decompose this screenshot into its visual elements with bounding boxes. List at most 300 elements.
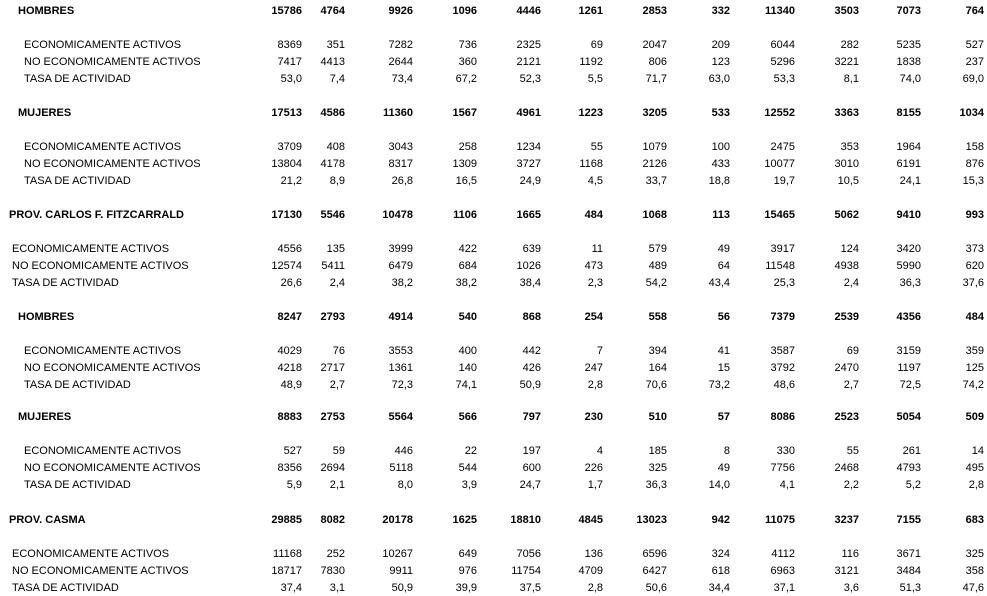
- table-cell: 2,1: [329, 479, 345, 491]
- table-cell: 14: [971, 445, 984, 457]
- table-cell: 600: [522, 462, 541, 474]
- table-row: [0, 309, 987, 325]
- table-cell: 9911: [389, 565, 413, 577]
- table-cell: 6963: [770, 565, 795, 577]
- table-cell: 736: [458, 39, 477, 51]
- table-cell: 33,7: [645, 175, 667, 187]
- table-cell: 7056: [516, 548, 541, 560]
- table-cell: 3121: [834, 565, 859, 577]
- table-cell: 22: [464, 445, 477, 457]
- table-cell: 1096: [452, 5, 477, 17]
- table-cell: 2,4: [843, 277, 859, 289]
- row-label: NO ECONOMICAMENTE ACTIVOS: [12, 260, 189, 272]
- table-cell: 54,2: [645, 277, 667, 289]
- table-cell: 72,5: [899, 379, 921, 391]
- table-cell: 8247: [277, 311, 302, 323]
- table-cell: 2793: [320, 311, 345, 323]
- table-cell: 8: [723, 445, 730, 457]
- table-cell: 442: [522, 345, 541, 357]
- table-cell: 16,5: [455, 175, 477, 187]
- table-cell: 484: [584, 209, 603, 221]
- table-cell: 252: [326, 548, 345, 560]
- table-cell: 56: [717, 311, 730, 323]
- row-label: ECONOMICAMENTE ACTIVOS: [24, 345, 182, 357]
- table-cell: 226: [584, 462, 603, 474]
- table-cell: 69,0: [962, 73, 984, 85]
- table-cell: 2717: [320, 362, 345, 374]
- table-cell: 230: [584, 411, 603, 423]
- table-cell: 197: [522, 445, 541, 457]
- table-cell: 123: [711, 56, 730, 68]
- table-cell: 2,4: [329, 277, 345, 289]
- table-cell: 3010: [834, 158, 859, 170]
- table-cell: 67,2: [455, 73, 477, 85]
- table-row: [0, 563, 987, 579]
- table-cell: 49: [717, 462, 730, 474]
- row-label: TASA DE ACTIVIDAD: [24, 379, 131, 391]
- row-label: NO ECONOMICAMENTE ACTIVOS: [24, 158, 201, 170]
- table-cell: 5,9: [286, 479, 302, 491]
- table-cell: 11075: [765, 514, 795, 526]
- table-cell: 9410: [896, 209, 921, 221]
- table-cell: 8,1: [843, 73, 859, 85]
- table-cell: 446: [394, 445, 413, 457]
- table-cell: 254: [584, 311, 603, 323]
- table-cell: 4556: [277, 243, 302, 255]
- table-row: [0, 3, 987, 19]
- table-cell: 408: [326, 141, 345, 153]
- table-cell: 7282: [388, 39, 413, 51]
- table-cell: 976: [458, 565, 477, 577]
- row-label: ECONOMICAMENTE ACTIVOS: [12, 548, 170, 560]
- table-cell: 7379: [770, 311, 795, 323]
- table-cell: 38,4: [519, 277, 541, 289]
- table-cell: 1068: [642, 209, 667, 221]
- table-cell: 566: [458, 411, 477, 423]
- table-cell: 10,5: [837, 175, 859, 187]
- table-cell: 247: [584, 362, 603, 374]
- table-cell: 1261: [578, 5, 603, 17]
- table-row: [0, 105, 987, 121]
- table-cell: 3205: [642, 107, 667, 119]
- table-cell: 57: [717, 411, 730, 423]
- row-label: TASA DE ACTIVIDAD: [12, 582, 119, 594]
- table-cell: 2753: [320, 411, 345, 423]
- table-cell: 70,6: [645, 379, 667, 391]
- table-cell: 52,3: [519, 73, 541, 85]
- table-cell: 473: [584, 260, 603, 272]
- table-cell: 34,4: [708, 582, 730, 594]
- table-cell: 12552: [764, 107, 795, 119]
- table-cell: 1223: [578, 107, 603, 119]
- table-cell: 6596: [642, 548, 667, 560]
- table-cell: 50,6: [645, 582, 667, 594]
- table-cell: 15786: [271, 5, 302, 17]
- table-cell: 942: [711, 514, 730, 526]
- table-cell: 7756: [770, 462, 795, 474]
- table-cell: 1234: [516, 141, 541, 153]
- table-row: [0, 37, 987, 53]
- table-cell: 1625: [452, 514, 477, 526]
- table-cell: 7,4: [329, 73, 345, 85]
- row-label: TASA DE ACTIVIDAD: [24, 73, 131, 85]
- table-cell: 100: [711, 141, 730, 153]
- table-cell: 4413: [320, 56, 345, 68]
- table-cell: 18810: [510, 514, 541, 526]
- table-cell: 13804: [271, 158, 302, 170]
- table-cell: 509: [965, 411, 984, 423]
- table-cell: 13023: [636, 514, 667, 526]
- row-label: NO ECONOMICAMENTE ACTIVOS: [24, 462, 201, 474]
- table-cell: 69: [590, 39, 603, 51]
- row-label: ECONOMICAMENTE ACTIVOS: [24, 39, 182, 51]
- row-label: NO ECONOMICAMENTE ACTIVOS: [24, 362, 201, 374]
- table-cell: 5990: [896, 260, 921, 272]
- table-cell: 8,0: [397, 479, 413, 491]
- table-cell: 5235: [896, 39, 921, 51]
- table-cell: 400: [458, 345, 477, 357]
- table-cell: 544: [458, 462, 477, 474]
- table-cell: 2539: [834, 311, 859, 323]
- table-cell: 17513: [271, 107, 302, 119]
- table-cell: 8883: [277, 411, 302, 423]
- table-cell: 73,4: [391, 73, 413, 85]
- table-cell: 15,3: [962, 175, 984, 187]
- table-cell: 332: [711, 5, 730, 17]
- table-cell: 2470: [834, 362, 859, 374]
- table-row: [0, 477, 987, 493]
- table-cell: 282: [840, 39, 859, 51]
- table-cell: 649: [458, 548, 477, 560]
- table-cell: 2,7: [329, 379, 345, 391]
- table-cell: 11360: [383, 107, 413, 119]
- row-label: ECONOMICAMENTE ACTIVOS: [12, 243, 170, 255]
- table-cell: 11754: [511, 565, 541, 577]
- row-label: MUJERES: [18, 411, 72, 423]
- row-label: ECONOMICAMENTE ACTIVOS: [24, 141, 182, 153]
- table-cell: 4,5: [587, 175, 603, 187]
- table-row: [0, 275, 987, 291]
- table-cell: 3363: [834, 107, 859, 119]
- table-cell: 3709: [277, 141, 302, 153]
- table-cell: 353: [840, 141, 859, 153]
- table-cell: 24,9: [519, 175, 541, 187]
- table-cell: 2047: [642, 39, 667, 51]
- table-cell: 489: [648, 260, 667, 272]
- table-cell: 426: [522, 362, 541, 374]
- table-cell: 1,7: [587, 479, 603, 491]
- table-cell: 7830: [320, 565, 345, 577]
- row-label: TASA DE ACTIVIDAD: [24, 175, 131, 187]
- table-row: [0, 377, 987, 393]
- table-cell: 10478: [382, 209, 413, 221]
- table-cell: 6427: [642, 565, 667, 577]
- table-cell: 71,7: [645, 73, 667, 85]
- table-cell: 48,6: [773, 379, 795, 391]
- table-cell: 422: [458, 243, 477, 255]
- table-cell: 116: [841, 548, 859, 560]
- table-cell: 1838: [896, 56, 921, 68]
- table-cell: 3,6: [843, 582, 859, 594]
- table-row: [0, 54, 987, 70]
- table-cell: 74,2: [962, 379, 984, 391]
- table-cell: 59: [332, 445, 345, 457]
- table-cell: 3587: [770, 345, 795, 357]
- table-cell: 5411: [321, 260, 345, 272]
- table-cell: 41: [717, 345, 730, 357]
- table-row: [0, 343, 987, 359]
- table-cell: 185: [648, 445, 667, 457]
- table-cell: 433: [711, 158, 730, 170]
- table-cell: 73,2: [708, 379, 730, 391]
- table-row: [0, 409, 987, 425]
- table-cell: 1197: [897, 362, 921, 374]
- table-cell: 4: [596, 445, 603, 457]
- table-cell: 2121: [516, 56, 541, 68]
- table-cell: 351: [326, 39, 345, 51]
- table-cell: 4914: [388, 311, 413, 323]
- table-cell: 53,3: [773, 73, 795, 85]
- table-cell: 2644: [388, 56, 413, 68]
- table-cell: 683: [965, 514, 984, 526]
- table-cell: 2126: [642, 158, 667, 170]
- table-cell: 558: [648, 311, 667, 323]
- table-cell: 24,7: [519, 479, 541, 491]
- table-cell: 55: [590, 141, 603, 153]
- table-cell: 14,0: [708, 479, 730, 491]
- table-row: [0, 139, 987, 155]
- table-row: [0, 241, 987, 257]
- table-cell: 8086: [770, 411, 795, 423]
- table-cell: 20178: [382, 514, 413, 526]
- table-cell: 3553: [388, 345, 413, 357]
- table-cell: 5062: [834, 209, 859, 221]
- table-cell: 1567: [452, 107, 477, 119]
- table-cell: 8356: [277, 462, 302, 474]
- table-cell: 3,9: [461, 479, 477, 491]
- table-cell: 53,0: [280, 73, 302, 85]
- table-cell: 4764: [320, 5, 345, 17]
- row-label: HOMBRES: [18, 311, 75, 323]
- table-cell: 7: [596, 345, 603, 357]
- table-cell: 26,6: [280, 277, 302, 289]
- table-cell: 55: [846, 445, 859, 457]
- table-cell: 15465: [764, 209, 795, 221]
- table-cell: 533: [711, 107, 730, 119]
- table-cell: 6044: [770, 39, 795, 51]
- table-cell: 4178: [320, 158, 345, 170]
- table-cell: 325: [965, 548, 984, 560]
- table-cell: 21,2: [280, 175, 302, 187]
- table-cell: 164: [648, 362, 667, 374]
- table-row: [0, 156, 987, 172]
- table-cell: 639: [522, 243, 541, 255]
- table-cell: 18,8: [708, 175, 730, 187]
- table-cell: 1034: [959, 107, 984, 119]
- table-cell: 18717: [271, 565, 302, 577]
- row-label: HOMBRES: [18, 5, 75, 17]
- table-cell: 3727: [516, 158, 541, 170]
- table-cell: 63,0: [708, 73, 730, 85]
- table-cell: 3420: [896, 243, 921, 255]
- table-cell: 8317: [388, 158, 413, 170]
- table-cell: 36,3: [645, 479, 667, 491]
- table-cell: 3503: [834, 5, 859, 17]
- row-label: TASA DE ACTIVIDAD: [24, 479, 131, 491]
- table-cell: 5564: [388, 411, 413, 423]
- table-cell: 39,9: [455, 582, 477, 594]
- table-cell: 12574: [271, 260, 302, 272]
- row-label: NO ECONOMICAMENTE ACTIVOS: [12, 565, 189, 577]
- table-cell: 2,3: [587, 277, 603, 289]
- table-cell: 9926: [388, 5, 413, 17]
- table-cell: 993: [965, 209, 984, 221]
- table-cell: 7155: [896, 514, 921, 526]
- table-cell: 2,8: [587, 379, 603, 391]
- table-cell: 74,1: [455, 379, 477, 391]
- table-cell: 6191: [896, 158, 921, 170]
- table-cell: 1964: [896, 141, 921, 153]
- table-cell: 3159: [896, 345, 921, 357]
- table-cell: 4029: [277, 345, 302, 357]
- table-cell: 135: [326, 243, 345, 255]
- row-label: NO ECONOMICAMENTE ACTIVOS: [24, 56, 201, 68]
- table-cell: 136: [584, 548, 603, 560]
- table-cell: 37,1: [773, 582, 795, 594]
- table-cell: 10077: [764, 158, 795, 170]
- table-cell: 24,1: [899, 175, 921, 187]
- table-cell: 3043: [388, 141, 413, 153]
- table-cell: 495: [965, 462, 984, 474]
- table-cell: 5,2: [905, 479, 921, 491]
- table-cell: 5546: [320, 209, 345, 221]
- table-cell: 359: [965, 345, 984, 357]
- table-cell: 11340: [765, 5, 795, 17]
- table-cell: 261: [902, 445, 921, 457]
- table-cell: 26,8: [391, 175, 413, 187]
- table-cell: 3917: [770, 243, 795, 255]
- table-cell: 69: [846, 345, 859, 357]
- table-cell: 11548: [765, 260, 795, 272]
- table-cell: 51,3: [899, 582, 921, 594]
- table-cell: 10267: [382, 548, 413, 560]
- table-cell: 2694: [320, 462, 345, 474]
- table-cell: 2,8: [587, 582, 603, 594]
- table-cell: 15: [717, 362, 730, 374]
- table-cell: 4586: [320, 107, 345, 119]
- row-label: TASA DE ACTIVIDAD: [12, 277, 119, 289]
- table-cell: 2468: [834, 462, 859, 474]
- table-cell: 1192: [579, 56, 603, 68]
- table-cell: 4845: [578, 514, 603, 526]
- table-cell: 1361: [388, 362, 413, 374]
- table-cell: 38,2: [455, 277, 477, 289]
- table-cell: 4961: [516, 107, 541, 119]
- table-cell: 1026: [516, 260, 541, 272]
- table-cell: 76: [332, 345, 345, 357]
- table-cell: 113: [712, 209, 730, 221]
- table-cell: 4938: [834, 260, 859, 272]
- table-cell: 4218: [277, 362, 302, 374]
- table-cell: 125: [965, 362, 984, 374]
- table-cell: 620: [965, 260, 984, 272]
- table-cell: 36,3: [899, 277, 921, 289]
- table-cell: 4,1: [779, 479, 795, 491]
- table-cell: 358: [965, 565, 984, 577]
- table-cell: 11168: [273, 548, 302, 560]
- table-cell: 868: [522, 311, 541, 323]
- table-cell: 3221: [834, 56, 859, 68]
- table-cell: 124: [840, 243, 859, 255]
- table-cell: 764: [965, 5, 984, 17]
- table-cell: 1106: [453, 209, 477, 221]
- table-cell: 8155: [896, 107, 921, 119]
- table-row: [0, 460, 987, 476]
- table-cell: 4793: [896, 462, 921, 474]
- table-cell: 72,3: [391, 379, 413, 391]
- table-cell: 7417: [277, 56, 302, 68]
- table-cell: 3999: [388, 243, 413, 255]
- table-cell: 37,4: [280, 582, 302, 594]
- table-row: [0, 360, 987, 376]
- table-cell: 258: [458, 141, 477, 153]
- table-cell: 237: [965, 56, 984, 68]
- table-cell: 25,3: [773, 277, 795, 289]
- table-cell: 540: [458, 311, 477, 323]
- table-row: [0, 207, 987, 223]
- table-cell: 48,9: [280, 379, 302, 391]
- table-cell: 324: [711, 548, 730, 560]
- table-cell: 3237: [834, 514, 859, 526]
- table-cell: 527: [965, 39, 984, 51]
- table-cell: 17130: [271, 209, 302, 221]
- table-cell: 527: [283, 445, 302, 457]
- table-cell: 7073: [896, 5, 921, 17]
- table-cell: 49: [717, 243, 730, 255]
- table-cell: 3792: [770, 362, 795, 374]
- table-cell: 29885: [271, 514, 302, 526]
- table-cell: 360: [458, 56, 477, 68]
- table-cell: 209: [711, 39, 730, 51]
- table-cell: 50,9: [519, 379, 541, 391]
- table-cell: 1309: [452, 158, 477, 170]
- table-cell: 2,7: [843, 379, 859, 391]
- table-row: [0, 546, 987, 562]
- table-cell: 1079: [642, 141, 667, 153]
- table-cell: 4709: [578, 565, 603, 577]
- table-cell: 158: [965, 141, 984, 153]
- table-cell: 2,2: [843, 479, 859, 491]
- table-row: [0, 71, 987, 87]
- row-label: PROV. CARLOS F. FITZCARRALD: [9, 209, 184, 221]
- table-cell: 330: [776, 445, 795, 457]
- table-cell: 3484: [896, 565, 921, 577]
- table-cell: 37,6: [962, 277, 984, 289]
- table-cell: 38,2: [391, 277, 413, 289]
- table-cell: 11: [591, 243, 603, 255]
- table-cell: 5,5: [587, 73, 603, 85]
- table-cell: 6479: [388, 260, 413, 272]
- row-label: MUJERES: [18, 107, 72, 119]
- table-cell: 3,1: [329, 582, 345, 594]
- table-cell: 2523: [834, 411, 859, 423]
- table-cell: 47,6: [962, 582, 984, 594]
- table-cell: 19,7: [773, 175, 795, 187]
- table-cell: 2853: [642, 5, 667, 17]
- table-cell: 2325: [516, 39, 541, 51]
- table-cell: 1168: [579, 158, 603, 170]
- table-cell: 37,5: [519, 582, 541, 594]
